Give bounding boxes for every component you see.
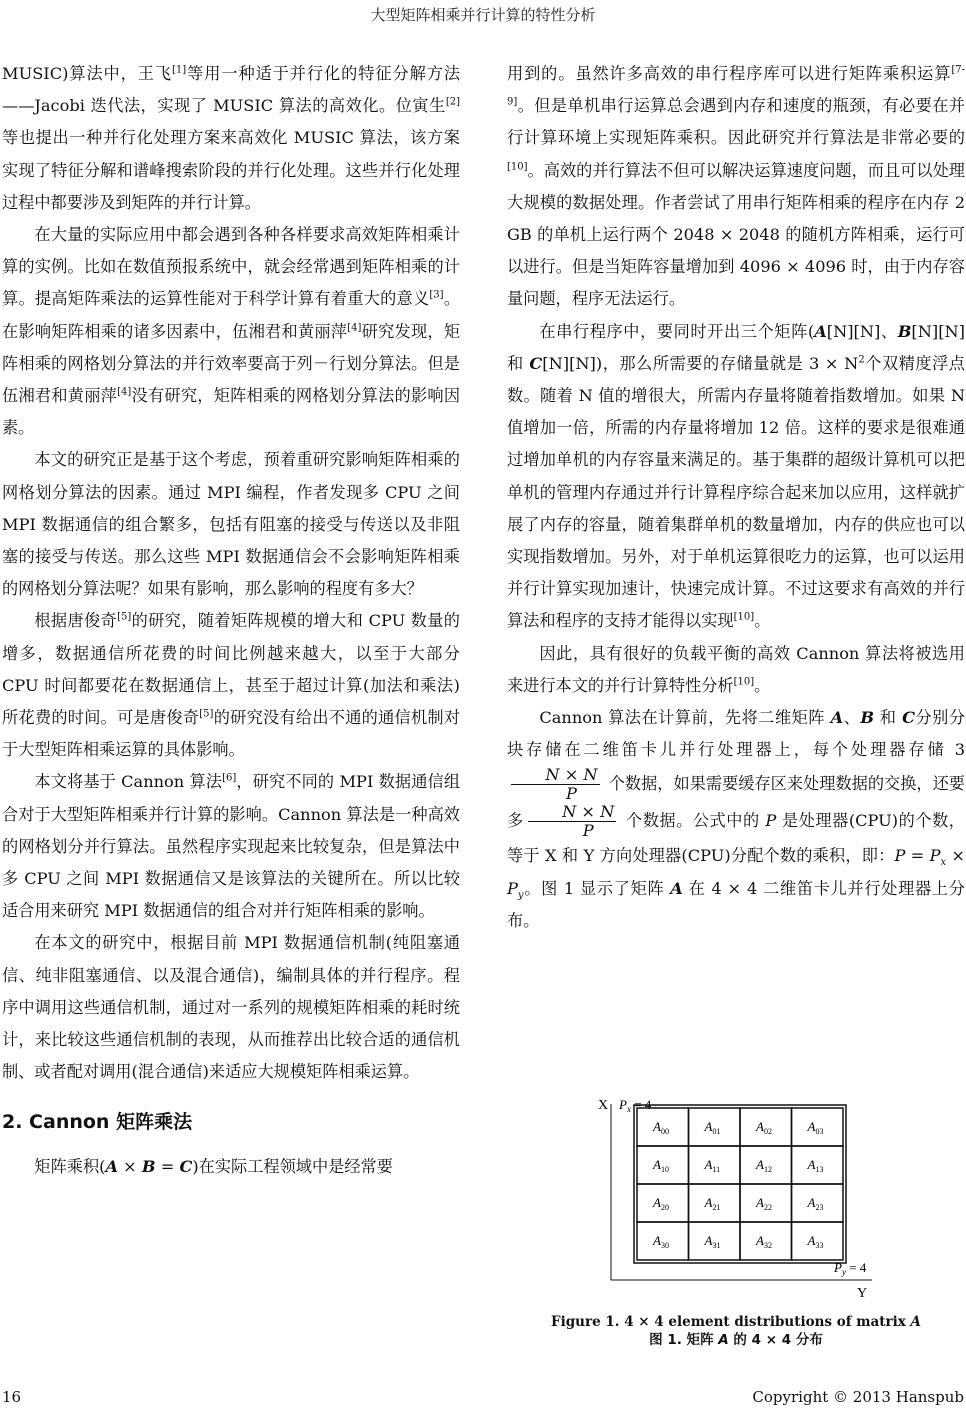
grid-cell-label: $A_{12}$ — [756, 1157, 772, 1174]
page-number: 16 — [2, 1388, 22, 1406]
citation: [10] — [733, 676, 755, 688]
x-axis-label: X — [598, 1098, 609, 1113]
grid-cell-label: $A_{23}$ — [807, 1195, 824, 1212]
grid-cell-label: $A_{00}$ — [653, 1119, 669, 1136]
citation: [4] — [347, 322, 362, 334]
citation: [10] — [733, 612, 755, 624]
paragraph: 在串行程序中，要同时开出三个矩阵(A[N][N]、B[N][N]和 C[N][N])，那么所需要的存储量就是 $3 \times N^2$个双精度浮点数。随着 N 值的增很大，所需内存量将随着指数增加。如果 N 值增加一倍，所需的内存量将增加 12 倍。这样的要求是很难通过增加单机的内存容量来满足的。基于集群的超级计算机可以把单机的管理内存通过并行计算程序综合起来加以应用，这样就扩展了内存的容量，随着集群单机的数量增加，内存的供应也可以实现指数增加。另外，对于单机运算很吃力的运算，也可以运用并行计算实现加速计，快速完成计算。不过这要求有高效的并行算法和程序的支持才能得以实现[10]。 — [507, 321, 965, 631]
grid-cell-label: $A_{21}$ — [704, 1195, 721, 1212]
paragraph: Cannon 算法在计算前，先将二维矩阵 A、B 和 C分别分块存储在二维笛卡儿并行处理器上，每个处理器存储 3 $\frac{N \times N}{P}$ 个数据，如果需要缓存区来处理数据的交换，还要多 $\frac{N \times N}{P}$ 个数据。公式中的 P 是处理器(CPU)的个数，等于 X 和 Y 方向处理器(CPU)分配个数的乘积，即：$P = P_x \times P_y$。图 1 显示了矩阵 A 在 4 × 4 二维笛卡儿并行处理器上分布。 — [507, 708, 966, 930]
copyright-notice: Copyright © 2013 Hanspub — [752, 1388, 964, 1406]
paragraph: 根据唐俊奇[5]的研究，随着矩阵规模的增大和 CPU 数量的增多，数据通信所花费的时间比例越来越大，以至于大部分 CPU 时间都要花在数据通信上，甚至于超过计算(加法和乘法)所花费的时间。可是唐俊奇[5]的研究没有给出不通的通信机制对于大型矩阵相乘运算的具体影响。 — [2, 611, 461, 760]
paragraph: 在大量的实际应用中都会遇到各种各样要求高效矩阵相乘计算的实例。比如在数值预报系统中，就会经常遇到矩阵相乘的计算。提高矩阵乘法的运算性能对于科学计算有着重大的意义[3]。在影响矩阵相乘的诸多因素中，伍湘君和黄丽萍[4]研究发现，矩阵相乘的网格划分算法的并行效率要高于列－行划分算法。但是伍湘君和黄丽萍[4]没有研究，矩阵相乘的网格划分算法的影响因素。 — [2, 225, 461, 438]
grid-cell-label: $A_{33}$ — [807, 1233, 824, 1250]
grid-cell-label: $A_{10}$ — [653, 1157, 669, 1174]
figure-caption-en: Figure 1. 4 × 4 element distributions of matrix A — [551, 1314, 921, 1330]
equation: $P = P_x \times P_y$ — [507, 846, 965, 901]
citation: [6] — [222, 773, 237, 785]
section-title: 2. Cannon 矩阵乘法 — [2, 1110, 193, 1133]
paragraph: 本文将基于 Cannon 算法[6]，研究不同的 MPI 数据通信组合对于大型矩阵相乘并行计算的影响。Cannon 算法是一种高效的网格划分并行算法。虽然程序实现起来比较复杂，但是算法中多 CPU 之间 MPI 数据通信又是该算法的关键所在。所以比较适合用来研究 MPI 数据通信的组合对并行矩阵相乘的影响。 — [2, 772, 461, 921]
paragraph: 在本文的研究中，根据目前 MPI 数据通信机制(纯阻塞通信、纯非阻塞通信、以及混合通信)，编制具体的并行程序。程序中调用这些通信机制，通过对一系列的规模矩阵相乘的耗时统计，来比较这些通信机制的表现，从而推荐出比较合适的通信机制、或者配对调用(混合通信)来适应大规模矩阵相乘运算。 — [2, 933, 460, 1082]
citation: [7-9] — [507, 64, 965, 108]
paragraph: MUSIC)算法中，王飞[1]等用一种适于并行化的特征分解方法——Jacobi 迭代法，实现了 MUSIC 算法的高效化。位寅生[2]等也提出一种并行化处理方案来高效化 MUSIC 算法，该方案实现了特征分解和谱峰搜索阶段的并行化处理。这些并行化处理过程中都要涉及到矩阵的并行计算。 — [2, 64, 461, 212]
grid-cell-label: $A_{01}$ — [704, 1119, 721, 1136]
py-label: $P_y = 4$ — [834, 1260, 867, 1277]
paragraph: 本文的研究正是基于这个考虑，预着重研究影响矩阵相乘的网格划分算法的因素。通过 MPI 编程，作者发现多 CPU 之间 MPI 数据通信的组合繁多，包括有阻塞的接受与传送以及非阻塞的接受与传送。那么这些 MPI 数据通信会不会影响矩阵相乘的网格划分算法呢？如果有影响，那么影响的程度有多大？ — [2, 450, 460, 599]
citation: [1] — [172, 64, 187, 76]
right-column — [507, 58, 965, 937]
grid-cell-label: $A_{30}$ — [653, 1233, 669, 1250]
y-axis-label: Y — [857, 1286, 868, 1301]
paragraph: 用到的。虽然许多高效的串行程序库可以进行矩阵乘积运算[7-9]。但是单机串行运算总会遇到内存和速度的瓶颈，有必要在并行计算环境上实现矩阵乘积。因此研究并行算法是非常必要的[10]。高效的并行算法不但可以解决运算速度问题，而且可以处理大规模的数据处理。作者尝试了用串行矩阵相乘的程序在内存 2 GB 的单机上运行两个 2048 × 2048 的随机方阵相乘，运行可以进行。但是当矩阵容量增加到 4096 × 4096 时，由于内存容量问题，程序无法运行。 — [507, 64, 965, 309]
figure-caption-zh: 图 1. 矩阵 A 的 4 × 4 分布 — [649, 1332, 823, 1348]
citation: [3] — [429, 290, 444, 302]
citation: [10] — [507, 161, 528, 173]
px-label: $P_x = 4$ — [619, 1097, 652, 1114]
grid-cell-label: $A_{02}$ — [756, 1119, 772, 1136]
grid-cell-label: $A_{22}$ — [756, 1195, 772, 1212]
citation: [2] — [445, 96, 460, 108]
grid-cell-label: $A_{31}$ — [704, 1233, 721, 1250]
citation: [4] — [117, 386, 132, 398]
left-column — [2, 58, 460, 1183]
citation: [5] — [117, 612, 132, 624]
grid-cell-label: $A_{13}$ — [807, 1157, 824, 1174]
fraction: $\frac{N \times N}{P}$ — [511, 766, 600, 803]
grid-cell-label: $A_{11}$ — [704, 1157, 721, 1174]
grid-cell-label: $A_{32}$ — [756, 1233, 772, 1250]
paragraph: 矩阵乘积(A × B = C)在实际工程领域中是经常要 — [34, 1156, 393, 1176]
matrix-grid — [634, 1105, 846, 1263]
grid-cell-label: $A_{20}$ — [653, 1195, 669, 1212]
fraction: $\frac{N \times N}{P}$ — [528, 803, 617, 840]
figure-1-diagram — [507, 1076, 965, 1306]
paragraph: 因此，具有很好的负载平衡的高效 Cannon 算法将被选用来进行本文的并行计算特性分析[10]。 — [507, 643, 965, 695]
citation: [5] — [199, 708, 214, 720]
running-header: 大型矩阵相乘并行计算的特性分析 — [370, 6, 596, 24]
grid-cell-label: $A_{03}$ — [807, 1119, 824, 1136]
